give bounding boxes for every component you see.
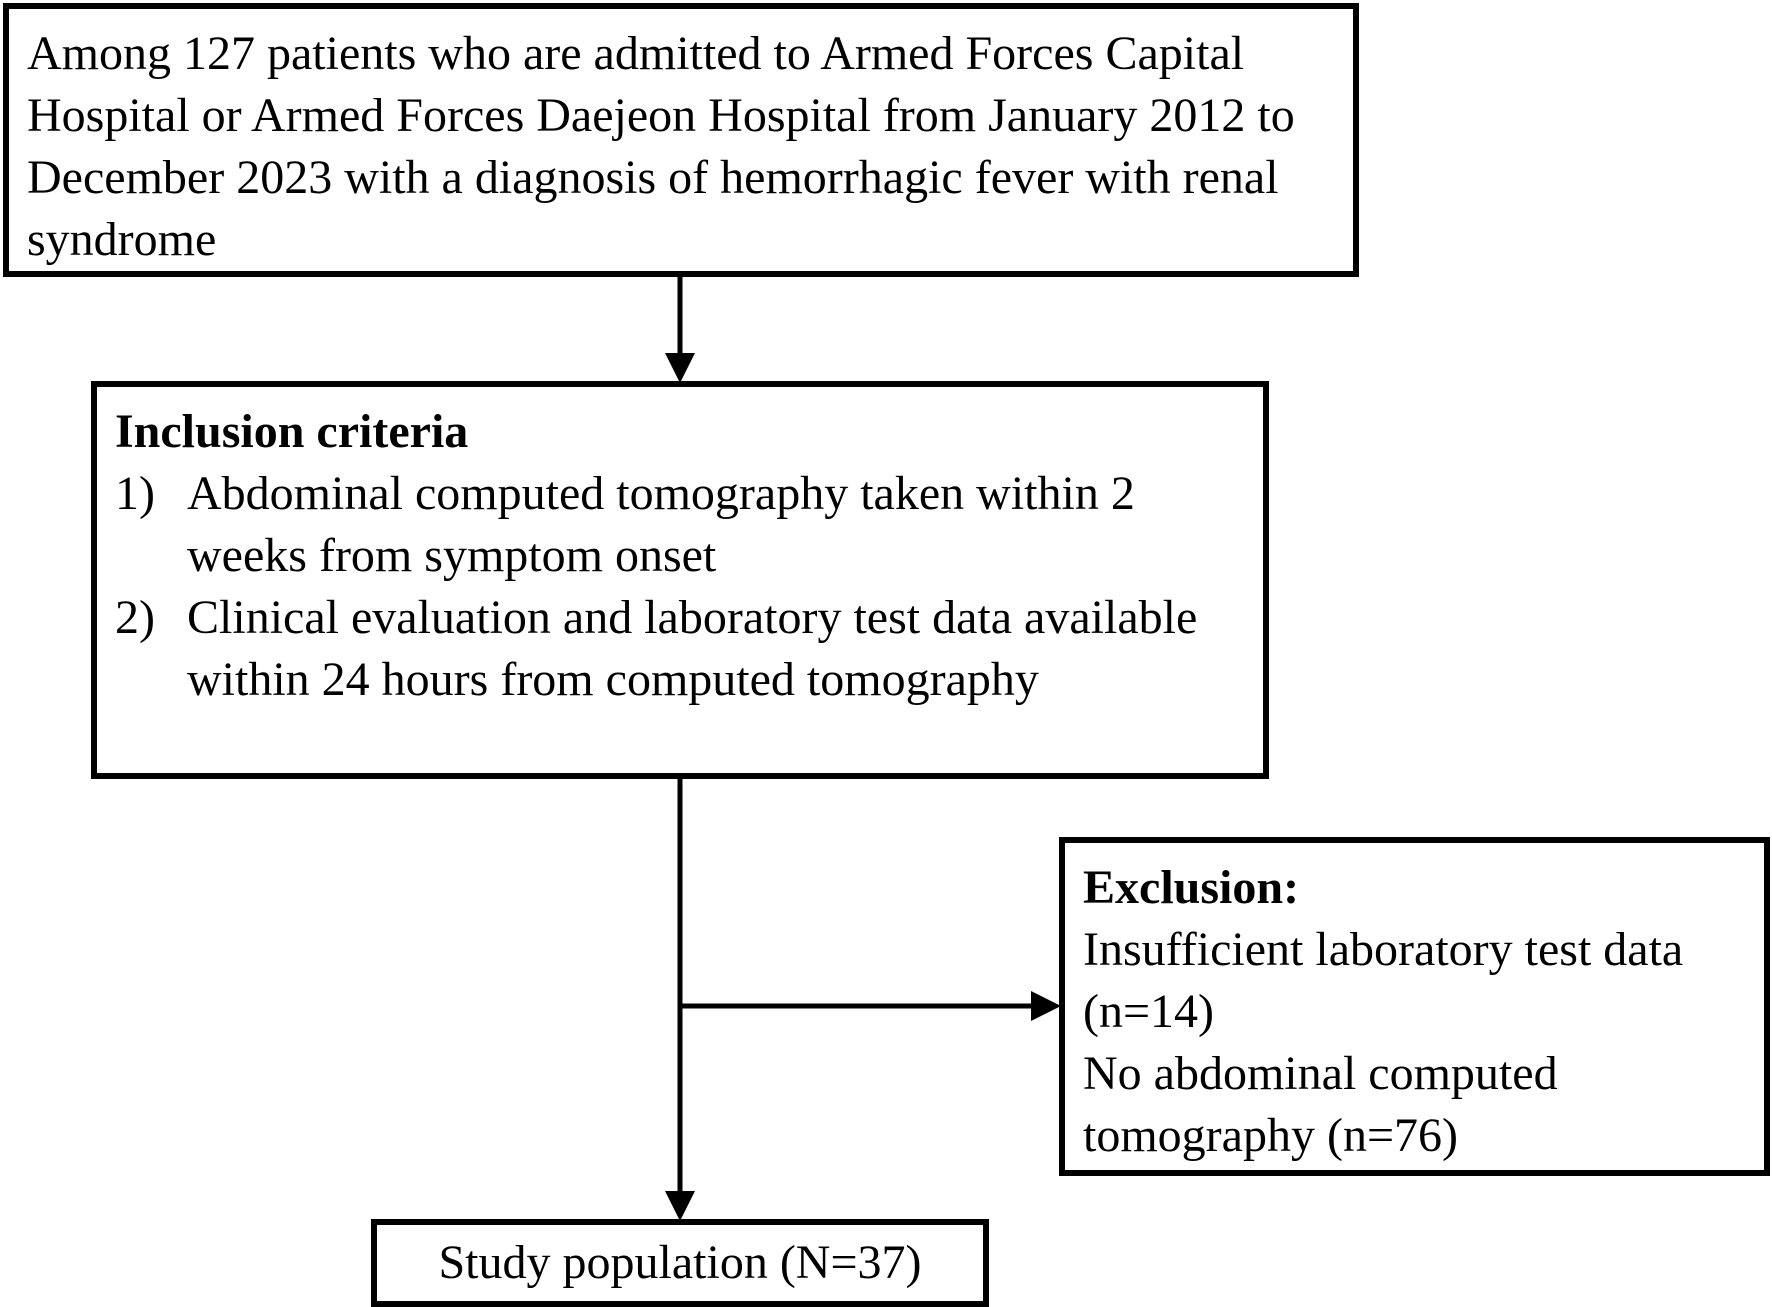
inclusion-item-number: 2)	[115, 591, 155, 644]
inclusion-heading: Inclusion criteria	[115, 405, 469, 458]
inclusion-item	[115, 463, 1251, 587]
inclusion-item-text: Clinical evaluation and laboratory test data available within 24 hours from computed tomography	[187, 591, 1198, 706]
exclusion-heading: Exclusion:	[1083, 861, 1300, 914]
inclusion-item	[115, 587, 1251, 711]
inclusion-criteria-box	[91, 381, 1269, 779]
enrollment-box	[3, 3, 1359, 277]
exclusion-reason: Insufficient laboratory test data (n=14)	[1083, 923, 1684, 1038]
exclusion-box	[1059, 837, 1770, 1176]
inclusion-item-number: 1)	[115, 467, 155, 520]
study-population-box	[371, 1219, 989, 1307]
inclusion-item-text: Abdominal computed tomography taken within 2 weeks from symptom onset	[187, 467, 1135, 582]
exclusion-reason: No abdominal computed tomography (n=76)	[1083, 1047, 1558, 1162]
study-population-text: Study population (N=37)	[438, 1236, 922, 1289]
enrollment-text: Among 127 patients who are admitted to Armed Forces Capital Hospital or Armed Forces Daejeon Hospital from January 2012 to December 2023 with a diagnosis of hemorrhagic fever with renal syndrome	[27, 27, 1295, 266]
